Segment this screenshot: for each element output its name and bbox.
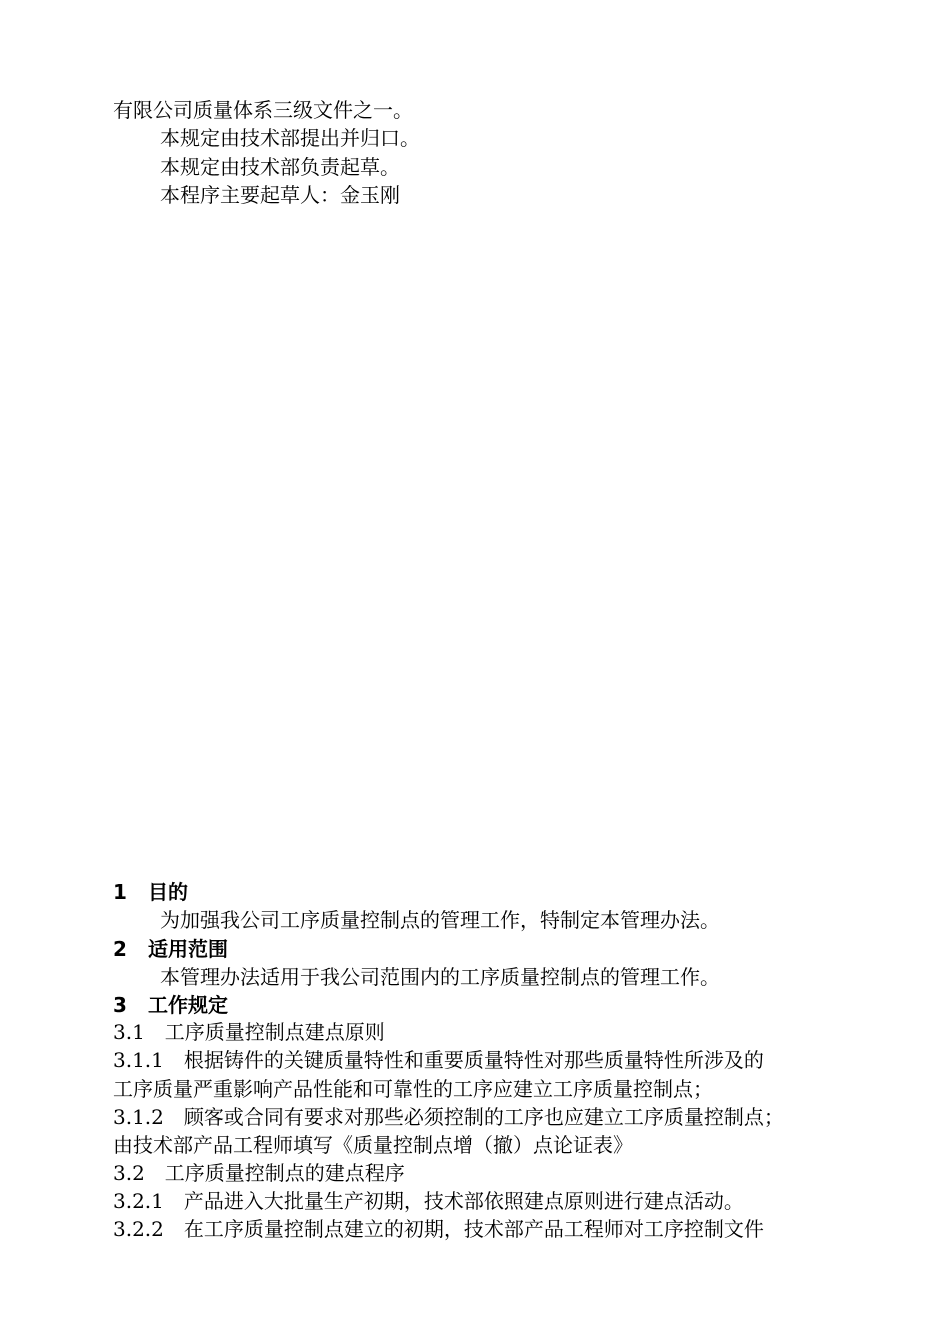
section-3-number: 3	[113, 993, 127, 1017]
clause-3-2-1: 3.2.1 产品进入大批量生产初期，技术部依照建点原则进行建点活动。	[113, 1189, 744, 1213]
section-2-body: 本管理办法适用于我公司范围内的工序质量控制点的管理工作。	[160, 965, 720, 989]
section-1-number: 1	[113, 880, 127, 904]
section-3-title: 工作规定	[148, 993, 228, 1017]
section-1-heading	[113, 878, 188, 906]
clause-3-2-2: 3.2.2 在工序质量控制点建立的初期，技术部产品工程师对工序控制文件	[113, 1217, 764, 1241]
section-2-heading	[113, 935, 228, 963]
clause-3-1-1-line-1: 3.1.1 根据铸件的关键质量特性和重要质量特性对那些质量特性所涉及的	[113, 1048, 764, 1072]
preface-line-1: 有限公司质量体系三级文件之一。	[113, 98, 413, 122]
section-1-title: 目的	[148, 880, 188, 904]
preface-line-4: 本程序主要起草人：金玉刚	[160, 183, 400, 207]
clause-3-2: 3.2 工序质量控制点的建点程序	[113, 1161, 405, 1185]
section-1-body: 为加强我公司工序质量控制点的管理工作，特制定本管理办法。	[160, 908, 720, 932]
preface-line-3: 本规定由技术部负责起草。	[160, 155, 400, 179]
clause-3-1-2-line-1: 3.1.2 顾客或合同有要求对那些必须控制的工序也应建立工序质量控制点；	[113, 1105, 784, 1129]
section-3-heading	[113, 991, 228, 1019]
clause-3-1-1-line-2: 工序质量严重影响产品性能和可靠性的工序应建立工序质量控制点；	[113, 1077, 713, 1101]
clause-3-1: 3.1 工序质量控制点建点原则	[113, 1020, 385, 1044]
clause-3-1-2-line-2: 由技术部产品工程师填写《质量控制点增（撤）点论证表》	[113, 1133, 633, 1157]
section-2-number: 2	[113, 937, 127, 961]
preface-line-2: 本规定由技术部提出并归口。	[160, 126, 420, 150]
section-2-title: 适用范围	[148, 937, 228, 961]
